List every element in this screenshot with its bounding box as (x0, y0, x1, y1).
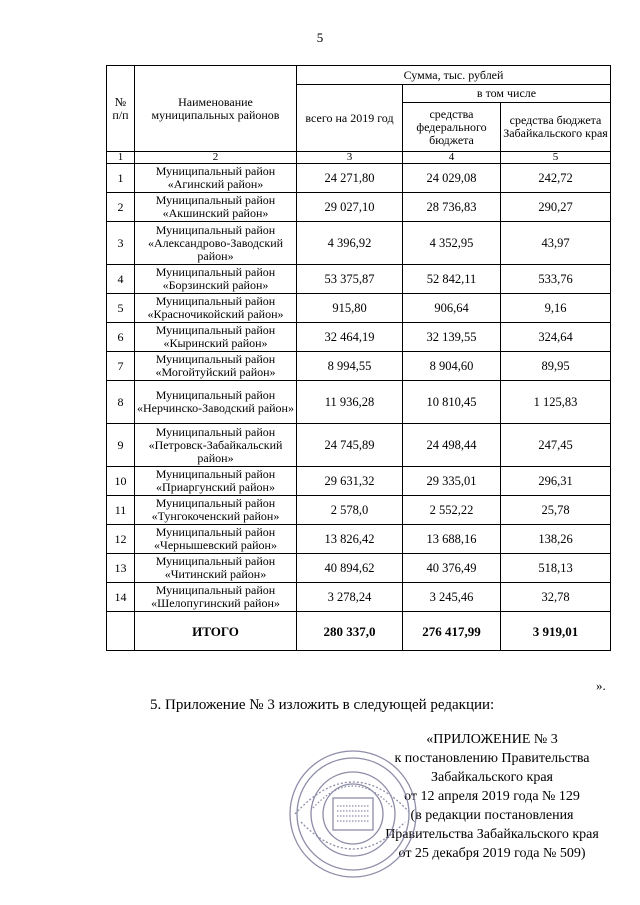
federal-value: 906,64 (403, 294, 501, 323)
row-number: 11 (107, 496, 135, 525)
header-num: № п/п (107, 66, 135, 152)
row-number: 4 (107, 265, 135, 294)
header-total-2019: всего на 2019 год (297, 85, 403, 152)
regional-value: 247,45 (501, 424, 611, 467)
table-row (107, 467, 611, 496)
row-number: 10 (107, 467, 135, 496)
item-5-text: 5. Приложение № 3 изложить в следующей редакции: (150, 697, 495, 713)
federal-value: 2 552,22 (403, 496, 501, 525)
total-2019-value: 29 631,32 (297, 467, 403, 496)
appendix-line: Правительства Забайкальского края (385, 827, 599, 842)
table-row (107, 323, 611, 352)
row-number: 1 (107, 164, 135, 193)
federal-value: 4 352,95 (403, 222, 501, 265)
table-row (107, 294, 611, 323)
district-name: Муниципальный район «Красночикойский район» (135, 294, 297, 323)
row-number: 8 (107, 381, 135, 424)
row-number: 6 (107, 323, 135, 352)
federal-value: 24 498,44 (403, 424, 501, 467)
total-spacer (107, 612, 135, 651)
table-row (107, 164, 611, 193)
header-regional: средства бюджета Забайкальского края (501, 103, 611, 152)
federal-value: 13 688,16 (403, 525, 501, 554)
column-numbers-row (107, 152, 611, 164)
row-number: 3 (107, 222, 135, 265)
total-2019-value: 4 396,92 (297, 222, 403, 265)
federal-value: 28 736,83 (403, 193, 501, 222)
federal-value: 10 810,45 (403, 381, 501, 424)
table-header-row (107, 66, 611, 85)
column-number: 2 (135, 152, 297, 164)
regional-value: 9,16 (501, 294, 611, 323)
total-2019-value: 32 464,19 (297, 323, 403, 352)
row-number: 9 (107, 424, 135, 467)
federal-value: 29 335,01 (403, 467, 501, 496)
district-name: Муниципальный район «Агинский район» (135, 164, 297, 193)
total-2019-value: 8 994,55 (297, 352, 403, 381)
appendix-line: от 25 декабря 2019 года № 509) (398, 846, 586, 861)
column-number: 1 (107, 152, 135, 164)
regional-value: 25,78 (501, 496, 611, 525)
appendix-line: Забайкальского края (430, 770, 553, 785)
regional-value: 89,95 (501, 352, 611, 381)
regional-value: 43,97 (501, 222, 611, 265)
regional-value: 324,64 (501, 323, 611, 352)
district-name: Муниципальный район «Приаргунский район» (135, 467, 297, 496)
federal-value: 40 376,49 (403, 554, 501, 583)
total-federal-value: 276 417,99 (403, 612, 501, 651)
district-name: Муниципальный район «Александрово-Заводский район» (135, 222, 297, 265)
appendix-line: от 12 апреля 2019 года № 129 (404, 789, 580, 804)
budget-table (106, 65, 611, 651)
district-name: Муниципальный район «Шелопугинский район» (135, 583, 297, 612)
regional-value: 290,27 (501, 193, 611, 222)
table-row (107, 583, 611, 612)
regional-value: 1 125,83 (501, 381, 611, 424)
total-2019-value: 915,80 (297, 294, 403, 323)
table-row (107, 496, 611, 525)
district-name: Муниципальный район «Тунгокоченский район» (135, 496, 297, 525)
district-name: Муниципальный район «Кыринский район» (135, 323, 297, 352)
table-row (107, 265, 611, 294)
header-including: в том числе (403, 85, 611, 103)
column-number: 4 (403, 152, 501, 164)
row-number: 13 (107, 554, 135, 583)
column-number: 5 (501, 152, 611, 164)
district-name: Муниципальный район «Чернышевский район» (135, 525, 297, 554)
page-number: 5 (316, 30, 324, 45)
row-number: 7 (107, 352, 135, 381)
total-2019-value: 29 027,10 (297, 193, 403, 222)
total-2019-value: 40 894,62 (297, 554, 403, 583)
district-name: Муниципальный район «Могойтуйский район» (135, 352, 297, 381)
district-name: Муниципальный район «Петровск-Забайкальский район» (135, 424, 297, 467)
appendix-line: (в редакции постановления (410, 808, 574, 823)
federal-value: 24 029,08 (403, 164, 501, 193)
regional-value: 296,31 (501, 467, 611, 496)
header-federal: средства федерального бюджета (403, 103, 501, 152)
table-row (107, 193, 611, 222)
row-number: 14 (107, 583, 135, 612)
table-row (107, 222, 611, 265)
total-2019-value: 24 745,89 (297, 424, 403, 467)
header-sum: Сумма, тыс. рублей (297, 66, 611, 85)
district-name: Муниципальный район «Нерчинско-Заводский район» (135, 381, 297, 424)
total-label: ИТОГО (135, 612, 297, 651)
column-number: 3 (297, 152, 403, 164)
federal-value: 32 139,55 (403, 323, 501, 352)
row-number: 2 (107, 193, 135, 222)
total-2019-value: 3 278,24 (297, 583, 403, 612)
header-name: Наименование муниципальных районов (135, 66, 297, 152)
regional-value: 138,26 (501, 525, 611, 554)
closing-quote: ». (596, 678, 606, 693)
table-row (107, 525, 611, 554)
federal-value: 8 904,60 (403, 352, 501, 381)
official-seal-icon (287, 748, 419, 880)
district-name: Муниципальный район «Борзинский район» (135, 265, 297, 294)
table-row (107, 381, 611, 424)
regional-value: 533,76 (501, 265, 611, 294)
total-2019-value: 2 578,0 (297, 496, 403, 525)
total-2019-value: 13 826,42 (297, 525, 403, 554)
district-name: Муниципальный район «Акшинский район» (135, 193, 297, 222)
federal-value: 52 842,11 (403, 265, 501, 294)
appendix-line: к постановлению Правительства (394, 751, 590, 766)
total-2019-value: 11 936,28 (297, 381, 403, 424)
regional-value: 518,13 (501, 554, 611, 583)
total-regional-value: 3 919,01 (501, 612, 611, 651)
table-row (107, 352, 611, 381)
table-row (107, 554, 611, 583)
row-number: 12 (107, 525, 135, 554)
row-number: 5 (107, 294, 135, 323)
regional-value: 242,72 (501, 164, 611, 193)
regional-value: 32,78 (501, 583, 611, 612)
total-row (107, 612, 611, 651)
total-sum-value: 280 337,0 (297, 612, 403, 651)
district-name: Муниципальный район «Читинский район» (135, 554, 297, 583)
table-row (107, 424, 611, 467)
total-2019-value: 53 375,87 (297, 265, 403, 294)
total-2019-value: 24 271,80 (297, 164, 403, 193)
federal-value: 3 245,46 (403, 583, 501, 612)
appendix-title: «ПРИЛОЖЕНИЕ № 3 (426, 732, 558, 747)
